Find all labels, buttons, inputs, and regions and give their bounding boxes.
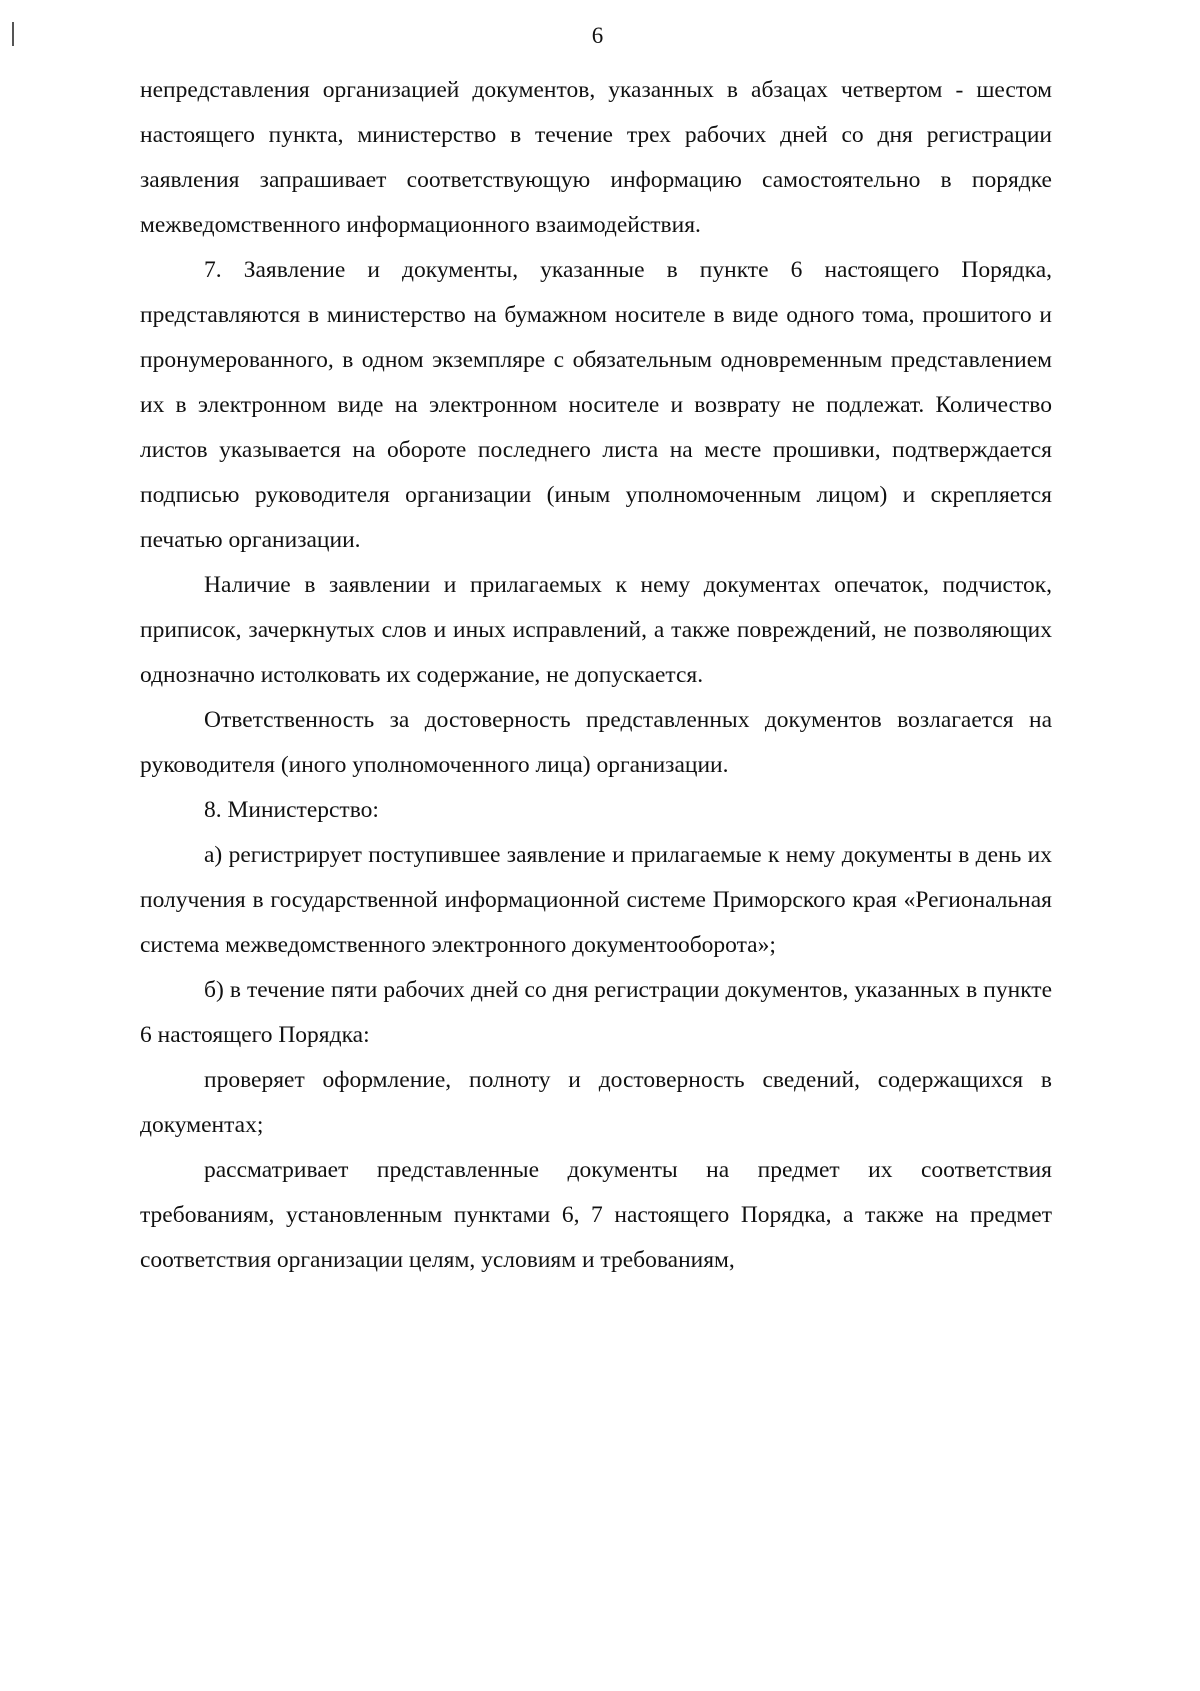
paragraph-corrections: Наличие в заявлении и прилагаемых к нему документах опечаток, подчисток, приписок, зачеркнутых слов и иных исправлений, а также повреждений, не позволяющих однозначно истолковать их содержание, не допускается. [140, 572, 1052, 688]
paragraph-checks: проверяет оформление, полноту и достоверность сведений, содержащихся в документах; [140, 1067, 1052, 1138]
paragraph-subitem-a: а) регистрирует поступившее заявление и прилагаемые к нему документы в день их получения в государственной информационной системе Приморского края «Региональная система межведомственного электронного документооборота»; [140, 842, 1052, 958]
paragraph-subitem-b: б) в течение пяти рабочих дней со дня регистрации документов, указанных в пункте 6 настоящего Порядка: [140, 977, 1052, 1048]
document-body [140, 68, 1052, 1283]
paragraph-item-7: 7. Заявление и документы, указанные в пункте 6 настоящего Порядка, представляются в министерство на бумажном носителе в виде одного тома, прошитого и пронумерованного, в одном экземпляре с обязательным одновременным представлением их в электронном виде на электронном носителе и возврату не подлежат. Количество листов указывается на обороте последнего листа на месте прошивки, подтверждается подписью руководителя организации (иным уполномоченным лицом) и скрепляется печатью организации. [140, 257, 1052, 553]
paragraph-reviews: рассматривает представленные документы на предмет их соответствия требованиям, установленным пунктами 6, 7 настоящего Порядка, а также на предмет соответствия организации целям, условиям и требованиям, [140, 1157, 1052, 1273]
page-number: 6 [591, 23, 604, 48]
paragraph-continuation: непредставления организацией документов, указанных в абзацах четвертом - шестом настоящего пункта, министерство в течение трех рабочих дней со дня регистрации заявления запрашивает соответствующую информацию самостоятельно в порядке межведомственного информационного взаимодействия. [140, 77, 1052, 238]
paragraph-item-8: 8. Министерство: [204, 797, 379, 823]
paragraph-responsibility: Ответственность за достоверность представленных документов возлагается на руководителя (иного уполномоченного лица) организации. [140, 707, 1052, 778]
